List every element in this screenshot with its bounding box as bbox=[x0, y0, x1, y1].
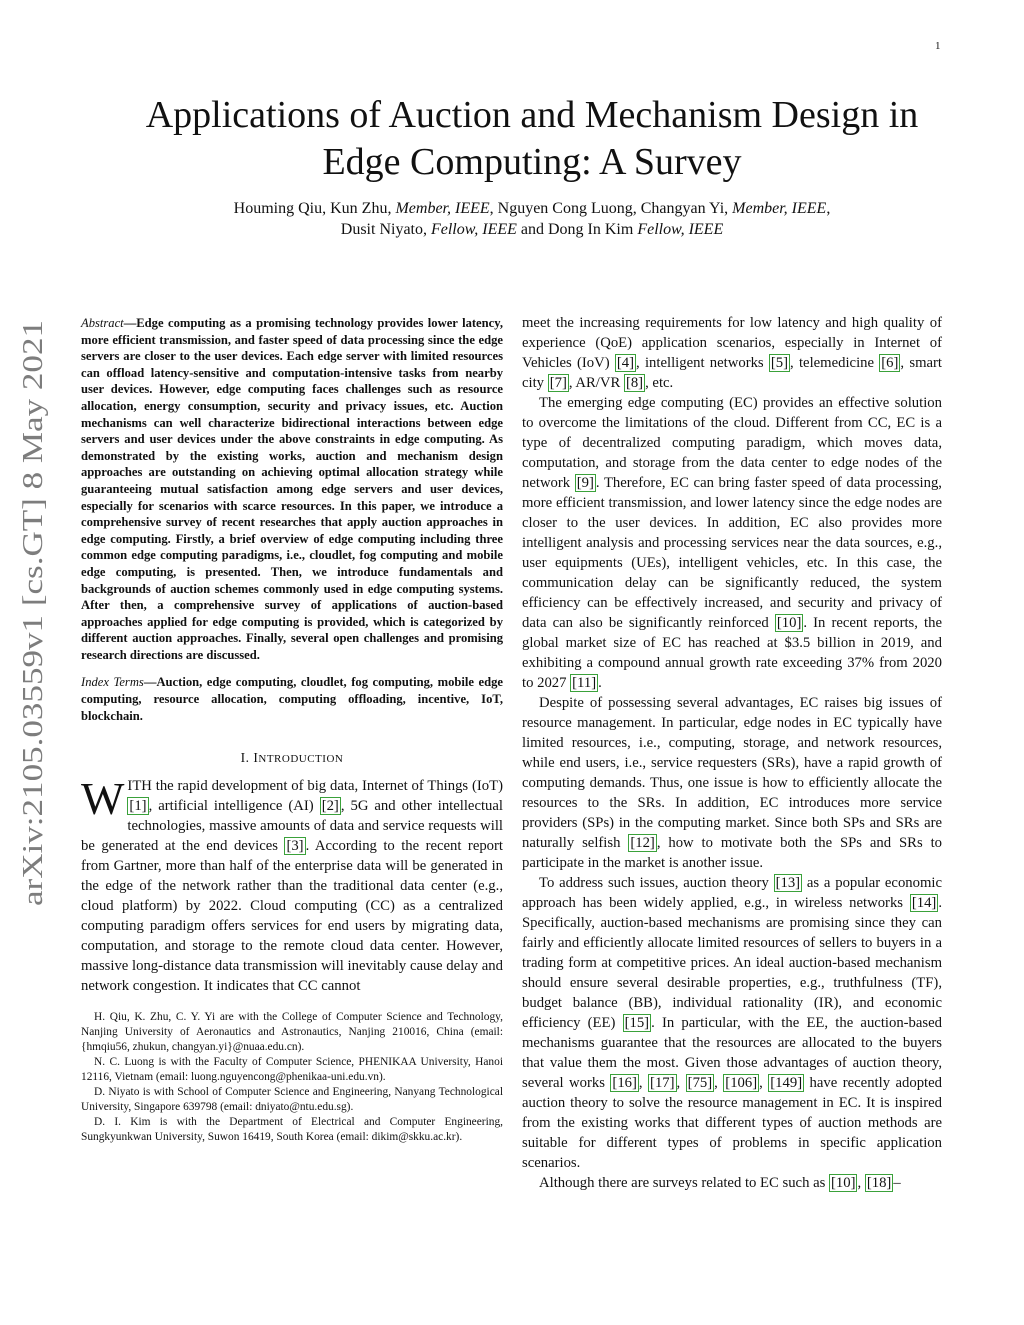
footnote: D. Niyato is with School of Computer Science and Engineering, Nanyang Technological University, Singapore 639798 (email: dniyato@ntu.edu.sg). bbox=[81, 1086, 503, 1114]
page-number: 1 bbox=[935, 40, 941, 52]
title-line-2: Edge Computing: A Survey bbox=[322, 141, 742, 183]
citation-link[interactable]: [106] bbox=[725, 1075, 758, 1091]
citation-link[interactable]: [1] bbox=[129, 798, 147, 815]
footnote: N. C. Luong is with the Faculty of Computer Science, PHENIKAA University, Hanoi 12116, Vietnam (email: luong.nguyencong@phenikaa-uni.edu.vn). bbox=[81, 1056, 503, 1084]
footnotes bbox=[81, 1010, 503, 1145]
arxiv-stamp bbox=[2, 318, 52, 908]
citation-link[interactable]: [18] bbox=[866, 1175, 892, 1191]
citation-link[interactable]: [10] bbox=[831, 1175, 856, 1191]
citation-link[interactable]: [75] bbox=[687, 1075, 713, 1091]
body-paragraph: To address such issues, auction theory [13] as a popular economic approach has been widely applied, e.g., in wireless networks [14] . Specifically, auction-based mechanisms are promising since they can fairly and efficiently allocate limited resources of sellers to buyers in a trading form at competitive prices. An ideal auction-based mechanism should ensure several desirable properties, e.g., truthfulness (TF), budget balance (BB), individual rationality (IR), and economic efficiency (EE) [15] . In particular, with the EE, the auction-based mechanisms guarantee that the resources are allocated to the buyers that value them the most. Given those advantages of auction theory, several works [16] , [17] , [75] , [106] , [149] have recently adopted auction theory to solve the resource management in EC. It is inspired from the existing works that different types of auction methods are suitable for different types of problems in specific application scenarios. bbox=[522, 875, 943, 1171]
citation-link[interactable]: [11] bbox=[572, 675, 597, 691]
citation-link[interactable]: [5] bbox=[770, 355, 789, 371]
left-column bbox=[81, 315, 503, 1145]
drop-cap: W bbox=[81, 773, 125, 825]
body-paragraph: Despite of possessing several advantages, EC raises big issues of resource management. In particular, edge nodes in EC typically have limited resources, i.e., computing, storage, and network resources, while end users, i.e., service requesters (SRs), have a rapid growth of computing demands. Thus, one issue is how to efficiently allocate the resources to the SRs. In addition, EC introduces more service providers (SPs) in the computing market. Since both SPs and SRs are naturally selfish [12] , how to motivate both the SPs and SRs to participate in the market is another issue. bbox=[522, 695, 942, 871]
citation-link[interactable]: [15] bbox=[624, 1015, 650, 1031]
author-list bbox=[40, 198, 1024, 240]
right-column bbox=[522, 313, 942, 1193]
citation-link[interactable]: [10] bbox=[776, 615, 802, 631]
abstract-text: —Edge computing as a promising technology provides lower latency, more efficient transmission, and faster speed of data processing since the edge servers are closer to the user devices. Each edge server with limited resources can offload latency-sensitive and computation-intensive tasks from nearby user devices. However, edge computing faces challenges such as resource allocation, energy consumption, security and privacy issues, etc. Auction mechanisms can well characterize bidirectional interactions between edge servers and user devices under the above constraints in edge computing. As demonstrated by the existing works, auction and mechanism design approaches are outstanding on achieving optimal allocation strategy while guaranteeing mutual satisfaction among edge servers and user devices, especially for scenarios with scarce resources. In this paper, we introduce a comprehensive survey of recent researches that apply auction approaches in edge computing. Firstly, a brief overview of edge computing including three common edge computing paradigms, i.e., cloudlet, fog computing and mobile edge computing, is presented. Then, we introduce fundamentals and backgrounds of auction schemes commonly used in edge computing systems. After then, a comprehensive survey of applications of auction-based approaches applied for edge computing is provided, which is categorized by different auction approaches. Finally, several open challenges and promising research directions are discussed. bbox=[81, 316, 503, 662]
abstract-label: Abstract bbox=[81, 316, 124, 330]
citation-link[interactable]: [14] bbox=[911, 895, 937, 911]
intro-paragraph: WITH the rapid development of big data, Internet of Things (IoT) [1] , artificial intelligence (AI) [2] , 5G and other intellectual technologies, massive amounts of data and service requests will be generated at the end devices [3] . According to the recent report from Gartner, more than half of the enterprise data will be generated in the edge of the network rather than the traditional data center (e.g., cloud platform) by 2022. Cloud computing (CC) as a centralized computing paradigm offers services for end users by migrating data, computation, and storage to the remote cloud data center. However, massive long-distance data transmission will inevitably cause delay and network congestion. It indicates that CC cannot bbox=[81, 773, 503, 995]
citation-link[interactable]: [12] bbox=[630, 835, 655, 851]
footnote: D. I. Kim is with the Department of Electrical and Computer Engineering, Sungkyunkwan University, Suwon 16419, South Korea (email: dikim@skku.ac.kr). bbox=[81, 1116, 503, 1144]
citation-link[interactable]: [2] bbox=[321, 798, 339, 815]
title-line-1: Applications of Auction and Mechanism Design in bbox=[145, 94, 919, 136]
body-paragraph: The emerging edge computing (EC) provides an effective solution to overcome the limitations of the cloud. Different from CC, EC is a type of decentralized computing paradigm, which moves data, computation, and storage from the data center to edge nodes of the network [9] . Therefore, EC can bring faster speed of data processing, more efficient transmission, and lower latency since the edge nodes are closer to the user devices. In addition, EC also provides more intelligent analysis and processing services near the data sources, e.g., user equipments (UEs), intelligent vehicles, etc. In this case, the communication delay can be significantly reduced, the system efficiency can be effectively increased, and security and privacy of data can also be significantly reinforced [10] . In recent reports, the global market size of EC has reached at $3.5 billion in 2019, and exhibiting a compound annual growth rate exceeding 37% from 2020 to 2027 [11] . bbox=[522, 395, 942, 691]
citation-link[interactable]: [9] bbox=[576, 475, 594, 491]
citation-link[interactable]: [6] bbox=[881, 355, 899, 371]
body-paragraph: meet the increasing requirements for low latency and high quality of experience (QoE) application scenarios, especially in Internet of Vehicles (IoV) [4] , intelligent networks [5] , telemedicine [6] , smart city [7] , AR/VR [8] , etc. bbox=[522, 315, 942, 391]
citation-link[interactable]: [4] bbox=[616, 355, 635, 371]
author-line-1: Houming Qiu, Kun Zhu, Member, IEEE, Nguyen Cong Luong, Changyan Yi, Member, IEEE, bbox=[233, 200, 831, 217]
citation-link[interactable]: [13] bbox=[775, 875, 801, 891]
footnote: H. Qiu, K. Zhu, C. Y. Yi are with the College of Computer Science and Technology, Nanjing University of Aeronautics and Astronautics, Nanjing 210016, China (email: {hmqiu56, zhukun, changyan.yi}@nuaa.edu.cn). bbox=[81, 1011, 503, 1054]
abstract bbox=[81, 315, 503, 663]
arxiv-stamp-text: arXiv:2105.03559v1 [cs.GT] 8 May 2021 bbox=[17, 421, 49, 906]
author-line-2: Dusit Niyato, Fellow, IEEE and Dong In Kim Fellow, IEEE bbox=[340, 221, 724, 238]
citation-link[interactable]: [7] bbox=[549, 375, 567, 391]
citation-link[interactable]: [8] bbox=[625, 375, 644, 391]
citation-link[interactable]: [16] bbox=[612, 1075, 637, 1091]
index-terms-text: —Auction, edge computing, cloudlet, fog computing, mobile edge computing, resource allocation, computing offloading, incentive, IoT, blockchain. bbox=[81, 675, 503, 723]
index-terms bbox=[81, 674, 503, 724]
section-heading-introduction: I. INTRODUCTION bbox=[240, 750, 344, 766]
paper-title bbox=[40, 92, 1024, 186]
citation-link[interactable]: [17] bbox=[650, 1075, 675, 1091]
citation-link[interactable]: [3] bbox=[286, 838, 304, 855]
index-terms-label: Index Terms bbox=[81, 675, 144, 690]
body-paragraph: Although there are surveys related to EC such as [10] , [18] – bbox=[539, 1175, 901, 1191]
citation-link[interactable]: [149] bbox=[770, 1075, 803, 1091]
